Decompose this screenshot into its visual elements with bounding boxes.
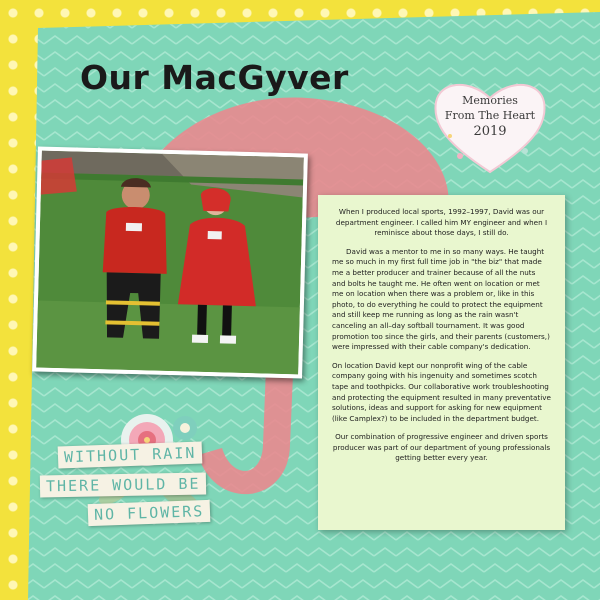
journal-paragraph-2: David was a mentor to me in so many ways. He taught me so much in my first full time job in "the biz" that made me a better producer and trainer because of all the nuts and bolts he taught me. He often went on location or met me on location when there was a problem or, like in this photo, to do everything he could to protect the equipment and still keep me running as long as the rain wasn't canceling an all–day softball tournament. It was good promotion too since the girls, and their parents (customers,) were impressed with their cable company's dedication.	[332, 246, 550, 352]
quote-strip-2: THERE WOULD BE	[40, 473, 207, 498]
small-flower-icon	[173, 416, 197, 440]
memories-heart-badge	[430, 76, 550, 174]
journal-paragraph-4: Our combination of progressive engineer and driven sports producer was part of our department of young professionals getting better every year.	[332, 432, 551, 463]
badge-line-2: From The Heart	[444, 109, 536, 122]
badge-line-1: Memories	[462, 94, 518, 107]
photo-frame	[32, 147, 308, 379]
journal-card	[318, 195, 565, 530]
quote-strip-1: WITHOUT RAIN	[58, 441, 203, 468]
photo-image	[36, 151, 304, 375]
page-title: Our MacGyver	[80, 58, 349, 97]
journal-paragraph-1: When I produced local sports, 1992–1997, David was our department engineer. I called him MY engineer and when I reminisce about those days, I still do.	[335, 207, 548, 238]
badge-year: 2019	[473, 124, 507, 139]
quote-strip-3: NO FLOWERS	[88, 500, 211, 526]
journal-paragraph-3: On location David kept our nonprofit wing of the cable company going with his ingenuity and sometimes scotch tape and toothpicks. Our collaborative work troubleshooting and protecting the equipment resulted in many preventative solutions, ideas and support for asking for new equipment (like Camplex?) to be included in the department budget.	[332, 360, 551, 423]
